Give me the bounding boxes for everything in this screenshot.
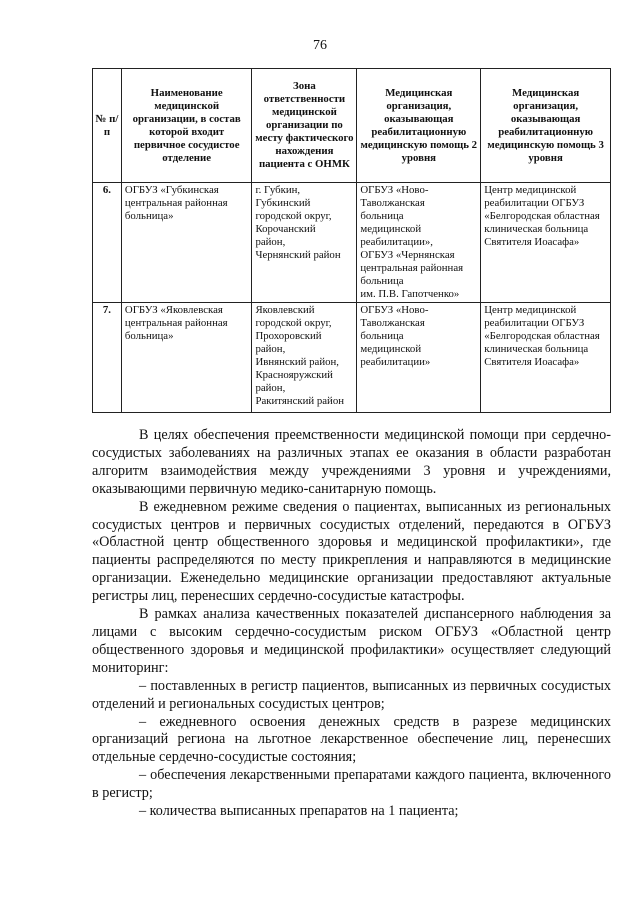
- rehab2-line: больница: [360, 330, 404, 342]
- zone-line: район,: [255, 382, 286, 394]
- zone-line: Краснояружский: [255, 369, 333, 381]
- row-organization: ОГБУЗ «Яковлевская центральная районная больница»: [121, 303, 252, 413]
- rehab2-line: ОГБУЗ «Чернянская: [360, 249, 455, 261]
- row-rehab-level-2: [357, 303, 481, 413]
- header-rehab-level-3: Медицинская организация, оказывающая реабилитационную медицинскую помощь 3 уровня: [481, 69, 611, 183]
- header-number: № п/п: [93, 69, 122, 183]
- zone-line: Прохоровский: [255, 330, 322, 342]
- table-row: [93, 303, 611, 413]
- table-row: [93, 183, 611, 303]
- rehab2-line: им. П.В. Гапотченко»: [360, 288, 460, 300]
- zone-line: Ракитянский район: [255, 395, 345, 407]
- row-rehab-level-3: Центр медицинской реабилитации ОГБУЗ «Белгородская областная клиническая больница Святителя Иоасафа»: [481, 303, 611, 413]
- rehab2-line: реабилитации»,: [360, 236, 433, 248]
- header-rehab-level-2: Медицинская организация, оказывающая реабилитационную медицинскую помощь 2 уровня: [357, 69, 481, 183]
- list-item: – обеспечения лекарственными препаратами каждого пациента, включенного в регистр;: [92, 767, 611, 802]
- zone-line: Корочанский: [255, 223, 316, 235]
- row-organization: ОГБУЗ «Губкинская центральная районная больница»: [121, 183, 252, 303]
- zone-line: Ивнянский район,: [255, 356, 339, 368]
- zone-line: Губкинский: [255, 197, 311, 209]
- header-organization: Наименование медицинской организации, в состав которой входит первичное сосудистое отделение: [121, 69, 252, 183]
- rehab2-line: Таволжанская: [360, 317, 425, 329]
- row-number: 7.: [93, 303, 122, 413]
- rehab2-line: медицинской: [360, 343, 422, 355]
- zone-line: Яковлевский: [255, 304, 315, 316]
- list-item: – количества выписанных препаратов на 1 пациента;: [139, 803, 459, 820]
- rehab2-line: центральная районная: [360, 262, 464, 274]
- row-responsibility-zone: [252, 303, 357, 413]
- paragraph-monitoring-intro: В рамках анализа качественных показателей диспансерного наблюдения за лицами с высоким сердечно-сосудистым риском ОГБУЗ «Областной центр общественного здоровья и медицинской профилактики» осуществляет следующий мониторинг:: [92, 606, 611, 676]
- row-responsibility-zone: [252, 183, 357, 303]
- rehab2-line: ОГБУЗ «Ново-: [360, 184, 429, 196]
- rehab2-line: больница: [360, 275, 404, 287]
- rehab2-line: больница: [360, 210, 404, 222]
- rehab2-line: реабилитации»: [360, 356, 431, 368]
- table-header-row: [93, 69, 611, 183]
- zone-line: городской округ,: [255, 317, 332, 329]
- zone-line: городской округ,: [255, 210, 332, 222]
- rehab2-line: Таволжанская: [360, 197, 425, 209]
- body-text: [92, 427, 611, 821]
- zone-line: район,: [255, 236, 286, 248]
- paragraph-daily-reporting: В ежедневном режиме сведения о пациентах, выписанных из региональных сосудистых центров и первичных сосудистых отделений, передаются в ОГБУЗ «Областной центр общественного здоровья и медицинской профилактики», где пациенты распределяются по месту прикрепления и направляются в медицинские организации. Еженедельно медицинские организации предоставляют актуальные регистры лиц, перенесших сердечно-сосудистые катастрофы.: [92, 498, 611, 605]
- rehab2-line: ОГБУЗ «Ново-: [360, 304, 429, 316]
- row-rehab-level-3: Центр медицинской реабилитации ОГБУЗ «Белгородская областная клиническая больница Святителя Иоасафа»: [481, 183, 611, 303]
- page-number: 76: [313, 38, 327, 53]
- list-item: – поставленных в регистр пациентов, выписанных из первичных сосудистых отделений и региональных сосудистых центров;: [92, 677, 611, 712]
- rehabilitation-routing-table: [92, 68, 611, 413]
- zone-line: г. Губкин,: [255, 184, 301, 196]
- paragraph-continuity: В целях обеспечения преемственности медицинской помощи при сердечно-сосудистых заболеваниях на различных этапах ее оказания в области разработан алгоритм взаимодействия между учреждениями 3 уровня и учреждениями, оказывающими первичную медико-санитарную помощь.: [92, 427, 611, 497]
- row-rehab-level-2: [357, 183, 481, 303]
- zone-line: район,: [255, 343, 286, 355]
- zone-line: Чернянский район: [255, 249, 341, 261]
- rehab2-line: медицинской: [360, 223, 422, 235]
- list-item: – ежедневного освоения денежных средств в разрезе медицинских организаций региона на льготное лекарственное обеспечение лиц, перенесших отдельные сердечно-сосудистые состояния;: [92, 713, 611, 766]
- header-responsibility-zone: Зона ответственности медицинской организации по месту фактического нахождения пациента с ОНМК: [252, 69, 357, 183]
- row-number: 6.: [93, 183, 122, 303]
